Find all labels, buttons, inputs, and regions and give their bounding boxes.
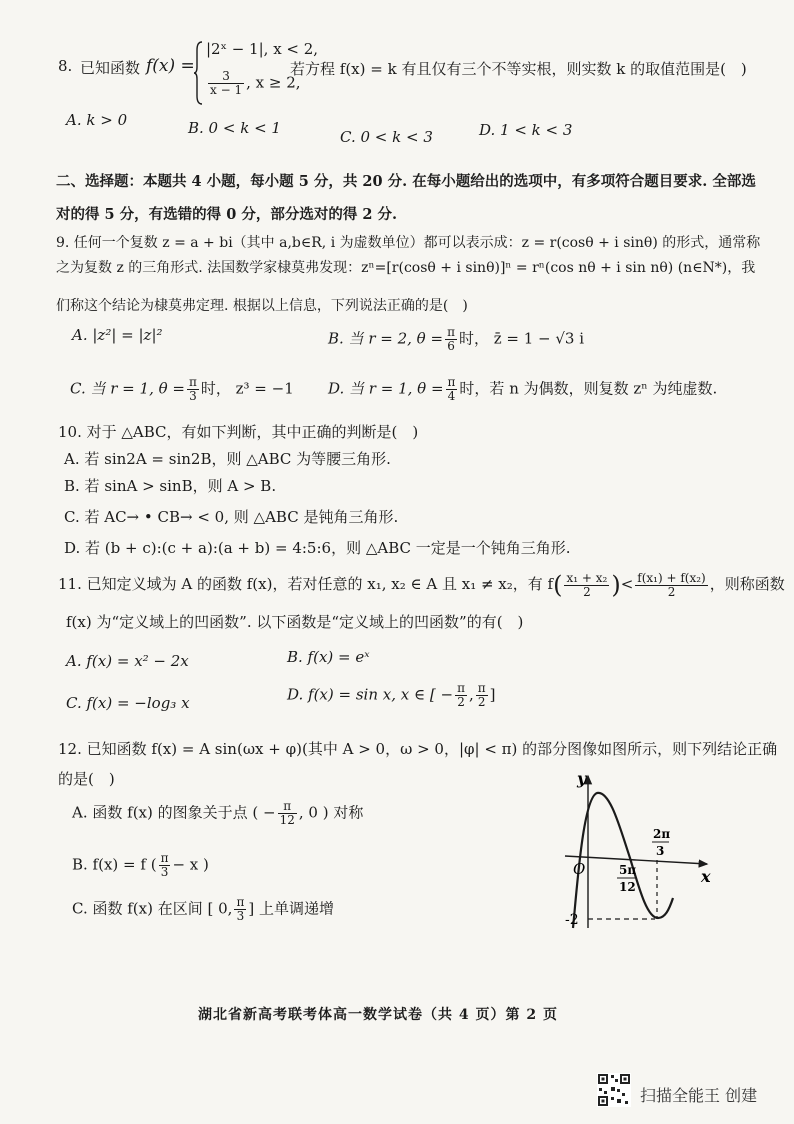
y-axis-label: y	[577, 769, 587, 788]
q11-d-post: ]	[489, 685, 496, 704]
q11-d-n1: π	[457, 681, 465, 695]
q11-d-n2: π	[477, 681, 486, 695]
q9-c-pre: C. 当 r = 1, θ =	[70, 379, 185, 398]
q9-line2: 之为复数 z 的三角形式. 法国数学家棣莫弗发现：zⁿ=[r(cosθ + i sinθ)]ⁿ = rⁿ(cos nθ + i sin nθ) (n∈N*)，我	[56, 260, 756, 276]
q9-d-pre: D. 当 r = 1, θ =	[328, 379, 444, 398]
q10-option-a: A. 若 sin2A = sin2B，则 △ABC 为等腰三角形.	[64, 450, 391, 468]
q9-b-pre: B. 当 r = 2, θ =	[328, 329, 444, 348]
q9-d-num: π	[447, 375, 456, 389]
q11-f-num: x₁ + x₂	[566, 570, 608, 585]
q9-c-post: 时， z³ = −1	[200, 379, 294, 398]
q11-f-den: 2	[583, 584, 591, 599]
q10-stem: 10. 对于 △ABC，有如下判断，其中正确的判断是( )	[58, 423, 419, 441]
q8-number: 8.	[58, 57, 73, 75]
q9-b-num: π	[447, 325, 455, 339]
origin-label: O	[573, 860, 586, 878]
section2-line2: 对的得 5 分，有选错的得 0 分，部分选对的得 2 分.	[56, 206, 398, 223]
tick2-den: 3	[656, 844, 665, 858]
q12-b-pre: B. f(x) = f (	[72, 855, 157, 874]
q9-b-post: 时， z̄ = 1 − √3 i	[458, 329, 585, 348]
q8-condition: 若方程 f(x) = k 有且仅有三个不等实根，则实数 k 的取值范围是( )	[290, 60, 747, 78]
scanner-watermark: 扫描全能王 创建	[640, 1086, 758, 1105]
q12-c-pre: C. 函数 f(x) 在区间 [ 0,	[72, 899, 233, 918]
q12-c-post: ] 上单调递增	[248, 899, 334, 918]
q12-c-den: 3	[236, 909, 245, 923]
q10-option-d: D. 若 (b + c):(c + a):(a + b) = 4:5:6，则 △ABC 一定是一个钝角三角形.	[64, 539, 571, 557]
q9-d-post: 时，若 n 为偶数，则复数 zⁿ 为纯虚数.	[459, 379, 718, 398]
q11-option-b: B. f(x) = eˣ	[287, 648, 370, 666]
q12-option-b	[72, 852, 209, 879]
page-footer: 湖北省新高考联考体高一数学试卷（共 4 页）第 2 页	[198, 1007, 558, 1023]
q9-option-c	[70, 376, 294, 403]
q12-c-num: π	[236, 895, 245, 909]
q12-option-c	[72, 896, 334, 923]
q9-option-d	[328, 376, 717, 403]
q8-option-b: B. 0 < k < 1	[188, 119, 281, 137]
section2-line1: 二、选择题：本题共 4 小题，每小题 5 分，共 20 分. 在每小题给出的选项中，有多项符合题目要求. 全部选	[56, 173, 756, 190]
q9-option-b	[328, 326, 584, 353]
q8-case2-den: x − 1	[210, 83, 243, 97]
q11-r-den: 2	[667, 584, 676, 599]
q12-b-num: π	[160, 851, 169, 865]
q8-case2	[206, 70, 301, 97]
q8-lead: 已知函数	[80, 59, 141, 77]
q8-option-d: D. 1 < k < 3	[479, 121, 573, 139]
q11-lt: <	[620, 575, 634, 593]
q12-stem2: 的是( )	[58, 770, 115, 788]
q11-d-d1: 2	[457, 695, 465, 709]
q9-b-den: 6	[447, 339, 455, 353]
q8-case1: |2ˣ − 1|, x < 2,	[206, 40, 319, 58]
min-label: -2	[565, 912, 579, 928]
q9-line3: 们称这个结论为棣莫弗定理. 根据以上信息，下列说法正确的是( )	[56, 298, 468, 314]
q10-option-c: C. 若 AC→ • CB→ < 0, 则 △ABC 是钝角三角形.	[64, 508, 399, 526]
q9-d-den: 4	[447, 389, 456, 403]
q8-option-c: C. 0 < k < 3	[340, 128, 433, 146]
q11-d-d2: 2	[477, 695, 486, 709]
q11-d-pre: D. f(x) = sin x, x ∈ [ −	[287, 685, 454, 704]
q11-line2: f(x) 为“定义域上的凹函数”. 以下函数是“定义域上的凹函数”的有( )	[66, 613, 524, 631]
q12-a-den: 12	[279, 813, 295, 827]
q8-case2-tail: , x ≥ 2,	[246, 73, 301, 92]
q11-option-c: C. f(x) = −log₃ x	[66, 694, 190, 712]
q12-sine-graph	[555, 768, 725, 938]
q9-c-num: π	[188, 375, 197, 389]
q12-a-post: , 0 ) 对称	[298, 803, 364, 822]
q12-stem1: 12. 已知函数 f(x) = A sin(ωx + φ)(其中 A > 0，ω > 0，|φ| < π) 的部分图像如图所示，则下列结论正确	[58, 740, 778, 758]
q11-stem: 11. 已知定义域为 A 的函数 f(x)，若对任意的 x₁, x₂ ∈ A 且 x₁ ≠ x₂，有 f( $\frac{\text{x₁ + x₂}}{2}$ )< $\frac{\text{f(x₁) + f(x₂)}}{2}$ ，则称函数	[58, 570, 785, 599]
q12-option-a	[72, 800, 363, 827]
q8-brace	[194, 40, 204, 106]
q9-line1: 9. 任何一个复数 z = a + bi（其中 a,b∈R, i 为虚数单位）都可以表示成：z = r(cosθ + i sinθ) 的形式，通常称	[56, 235, 761, 251]
tick1-num: 5π	[619, 863, 637, 877]
q9-c-den: 3	[189, 389, 197, 403]
q11-r-num: f(x₁) + f(x₂)	[637, 570, 706, 585]
tick2-num: 2π	[653, 827, 671, 841]
qr-code-icon	[597, 1073, 631, 1107]
q11-stem-post: ，则称函数	[709, 575, 785, 593]
q12-b-den: 3	[160, 865, 169, 879]
q12-a-pre: A. 函数 f(x) 的图象关于点 ( −	[72, 803, 276, 822]
tick1-den: 12	[619, 880, 636, 894]
q9-option-a: A. |z²| = |z|²	[72, 326, 163, 344]
q10-option-b: B. 若 sinA > sinB，则 A > B.	[64, 477, 277, 495]
q12-a-num: π	[278, 800, 297, 814]
q11-d-mid: ,	[468, 685, 474, 704]
x-axis-label: x	[701, 867, 711, 886]
q11-option-a: A. f(x) = x² − 2x	[66, 652, 189, 670]
q8-option-a: A. k > 0	[66, 111, 128, 129]
q8-func: f(x) =	[146, 56, 195, 76]
q11-option-d	[287, 682, 495, 709]
q12-b-post: − x )	[172, 855, 209, 874]
q8-case2-num: 3	[208, 70, 244, 84]
q11-stem-pre: 11. 已知定义域为 A 的函数 f(x)，若对任意的 x₁, x₂ ∈ A 且 x₁ ≠ x₂，有 f	[58, 575, 554, 593]
